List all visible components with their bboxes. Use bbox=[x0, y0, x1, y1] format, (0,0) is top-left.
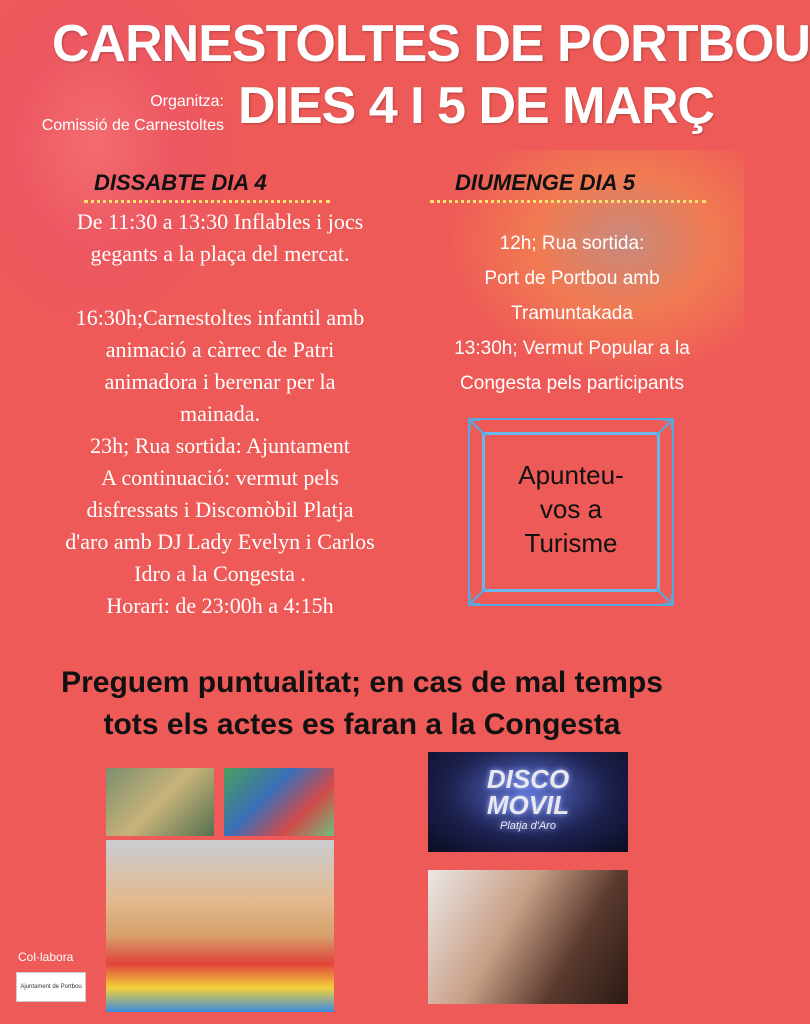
sunday-line: 13:30h; Vermut Popular a la bbox=[454, 338, 690, 359]
saturday-line: Horari: de 23:00h a 4:15h bbox=[106, 593, 334, 618]
saturday-dotted-divider bbox=[84, 200, 330, 203]
organizer-label: Organitza: bbox=[150, 93, 224, 110]
saturday-line: animadora i berenar per la bbox=[104, 369, 336, 394]
notice-line: tots els actes es faran a la Congesta bbox=[103, 708, 621, 741]
sunday-dotted-divider bbox=[430, 200, 706, 203]
signup-line: Apunteu- bbox=[518, 460, 624, 490]
logo-text: Ajuntament de Portbou bbox=[20, 984, 82, 990]
sunday-heading: DIUMENGE DIA 5 bbox=[455, 170, 636, 195]
saturday-line: mainada. bbox=[179, 401, 261, 426]
signup-line: Turisme bbox=[524, 528, 618, 558]
saturday-line: gegants a la plaça del mercat. bbox=[90, 241, 350, 266]
disco-title-line2: MOVIL bbox=[486, 790, 570, 820]
sunday-line: Tramuntakada bbox=[511, 303, 633, 324]
saturday-line: animació a càrrec de Patri bbox=[105, 337, 335, 362]
disco-title-line1: DISCO bbox=[486, 764, 570, 794]
signup-line: vos a bbox=[539, 494, 603, 524]
town-hall-logo bbox=[16, 972, 86, 1002]
saturday-line: A continuació: vermut pels bbox=[101, 465, 339, 490]
signup-text bbox=[468, 458, 674, 560]
collaborator-label: Col·labora bbox=[18, 950, 74, 964]
weather-notice bbox=[0, 662, 724, 746]
saturday-line: Idro a la Congesta . bbox=[134, 561, 306, 586]
organizer-block bbox=[42, 90, 224, 138]
photo-bouncy-castle bbox=[106, 840, 334, 1012]
saturday-line bbox=[10, 270, 430, 302]
saturday-line: 16:30h;Carnestoltes infantil amb bbox=[75, 305, 365, 330]
photo-giant-games bbox=[106, 768, 214, 836]
signup-frame bbox=[468, 418, 674, 606]
sunday-line: Congesta pels participants bbox=[460, 373, 684, 394]
sunday-schedule bbox=[420, 226, 724, 401]
organizer-name: Comissió de Carnestoltes bbox=[41, 117, 224, 134]
saturday-line: d'aro amb DJ Lady Evelyn i Carlos bbox=[65, 529, 375, 554]
photo-connect-four-game bbox=[224, 768, 334, 836]
saturday-line: disfressats i Discomòbil Platja bbox=[86, 497, 354, 522]
saturday-line: De 11:30 a 13:30 Inflables i jocs bbox=[76, 209, 364, 234]
sunday-line: Port de Portbou amb bbox=[484, 268, 660, 289]
poster-title: CARNESTOLTES DE PORTBOU bbox=[52, 15, 810, 73]
sunday-line: 12h; Rua sortida: bbox=[499, 233, 645, 254]
photo-dj-portrait bbox=[428, 870, 628, 1004]
disco-subtitle: Platja d'Aro bbox=[500, 820, 556, 832]
notice-line: Preguem puntualitat; en cas de mal temps bbox=[61, 666, 663, 699]
saturday-line: 23h; Rua sortida: Ajuntament bbox=[90, 433, 350, 458]
poster-dates: DIES 4 I 5 DE MARÇ bbox=[238, 77, 715, 135]
saturday-heading: DISSABTE DIA 4 bbox=[94, 170, 267, 195]
saturday-schedule bbox=[10, 206, 430, 622]
photo-disco-movil bbox=[428, 752, 628, 852]
